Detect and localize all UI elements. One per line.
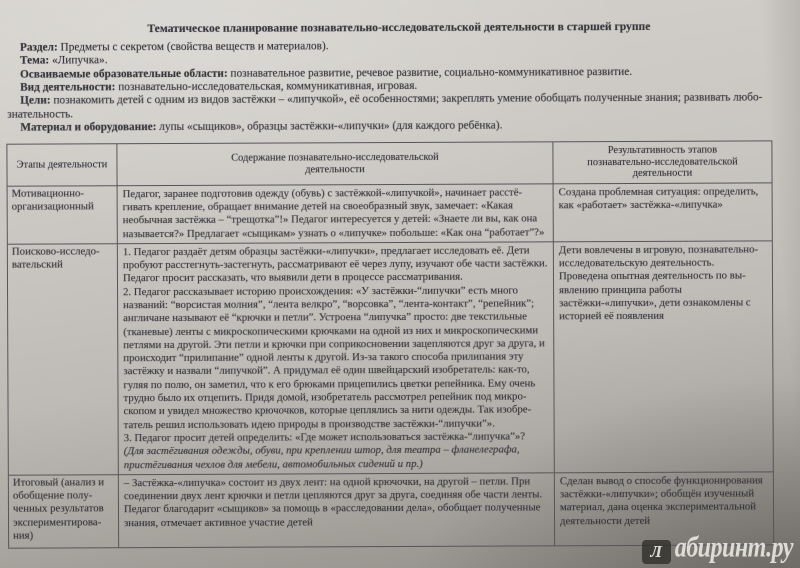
table-row [7,183,772,245]
meta-label: Вид деятельности: [20,81,116,94]
meta-text: познавательно-исследовательская, коммуникативная, игровая. [118,79,418,94]
table-header-row [7,141,772,186]
meta-label: Осваиваемые образовательные области: [20,67,228,81]
labirint-watermark-text [675,532,793,565]
stage-cell: Поисково-исследовательский [7,244,118,476]
stage-cell: Мотивационно-организационный [7,185,117,244]
meta-text: лупы «сыщиков», образцы застёжки-«липучки» (для каждого ребёнка). [159,119,503,134]
content-paragraph: – Застёжка-«липучка» состоит из двух лент: на одной крючочки, на другой – петли. При соединении двух лент крючки и петли цепляются друг за друга, соединяя обе части ленты. [123,475,543,503]
meta-text: Предметы с секретом (свойства веществ и материалов). [60,40,329,54]
page-title: Тематическое планирование познавательно-исследовательской деятельности в старшей группе [147,19,651,36]
table-row [7,241,773,475]
header-stages-label: Этапы деятельности [16,159,108,171]
labirint-logo-icon [642,540,671,564]
content-paragraph: Педагог благодарит «сыщиков» за помощь в «расследовании дела», обобщает полученные знания, отмечает активное участие детей [123,501,541,529]
content-cell [118,473,554,548]
result-cell [553,241,773,473]
result-paragraph: Сделан вывод о способе функционирования застёжки-«липучки»; обобщён изученный материал, дана оценка экспериментальной деятельности детей [559,474,763,528]
result-paragraph: Создана проблемная ситуация: определить, как «работает» застёжка-«липучка» [558,185,759,212]
meta-label: Раздел: [19,41,58,54]
header-result [553,141,772,183]
content-paragraph: Педагог, заранее подготовив одежду (обувь) с застёжкой-«липучкой», начинает расстёгивать крепление, обращает внимание детей на своеобразный звук, замечает: «Какая необычная застёжка – “трещотка”!» Педагог интересуется у детей: «Знаете ли вы, как она называется?» Предлагает «сыщикам» узнать о «липучке» побольше: «Как она “работает”?» [122,186,545,240]
header-result-label: Результативность этапов познавательно-исследовательской деятельности [587,145,738,180]
header-content [117,142,553,185]
content-cell [117,183,553,243]
table-row [8,472,773,548]
content-paragraph: 2. Педагог рассказывает историю происхождения: «У застёжки-“липучки” есть много названий: “ворсистая молния”, “лента велкро”, “ворсовка”, “лента-контакт”, “репейник”; англичане называют её “крючки и петли”. Устроена “липучка” просто: две текстильные (тканевые) ленты с микроскопическими крючками на одной из них и микроскопическими петлями на другой. Эти петли и крючки при соприкосновении зацепляются друг за друга, и происходит “прилипание” одной ленты к другой. Из-за такого способа прилипания эту застёжку и назвали “липучкой”. А придумал её один швейцарский изобретатель: как-то, гуляя по полю, он заметил, что к его брюками прицепились цветки репейника. Ему очень трудно было их отцепить. Придя домой, изобретатель рассмотрел репейник под микроскопом и увидел множество крючочков, которые цеплялись за нити одежды. Так изобретатель решил использовать идею природы в производстве застёжки-“липучки”». [123,284,545,431]
meta-material [7,118,775,135]
meta-celi [7,92,775,122]
content-cell [117,242,554,475]
result-cell [553,183,772,242]
content-paragraph: 1. Педагог раздаёт детям образцы застёжки-«липучки», предлагает исследовать её. Дети пробуют расстегнуть-застегнуть, рассматривают её через лупу, изучают обе части застёжки. Педагог просит рассказать, что выявили дети в процессе рассматривания. [122,244,548,285]
labirint-watermark-domain: .ру [766,532,793,564]
result-paragraph: Дети вовлечены в игровую, познавательно-исследовательскую деятельность. [558,243,759,270]
meta-text: «Липучка». [51,54,108,67]
content-paragraph: 3. Педагог просит детей определить: «Где может использоваться застёжка-“липучка”»? [123,430,526,445]
header-stages [7,144,117,186]
labirint-watermark-name: абиринт [674,532,767,564]
meta-label: Материал и оборудование: [20,121,157,134]
header-content-label: Содержание познавательно-исследовательской деятельности [231,151,439,175]
meta-label: Тема: [19,54,50,67]
stage-cell: Итоговый (анализ и обобщение полученных результатов экспериментирования) [8,475,118,548]
labirint-logo-letter: Л [650,541,663,561]
planning-table [6,141,774,549]
result-paragraph: Проведена опытная деятельность по выявлению принципа работы застёжки-«липучки», дети ознакомлены с историей её появления [558,269,751,323]
meta-text: познакомить детей с одним из видов застёжки – «липучкой», её особенностями; закреплять умение обобщать полученные знания; развивать любознательность. [7,91,763,121]
meta-section [7,38,775,135]
meta-label: Цели: [20,94,51,108]
labirint-watermark [642,532,793,565]
content-paragraph-italic: (Для застёгивания одежды, обуви, при креплении штор, для театра – фланелеграфа, пристёгивания чехлов для мебели, автомобильных сидений и пр.) [123,443,520,471]
meta-text: познавательное развитие, речевое развитие, социально-коммуникативное развитие. [230,65,633,80]
